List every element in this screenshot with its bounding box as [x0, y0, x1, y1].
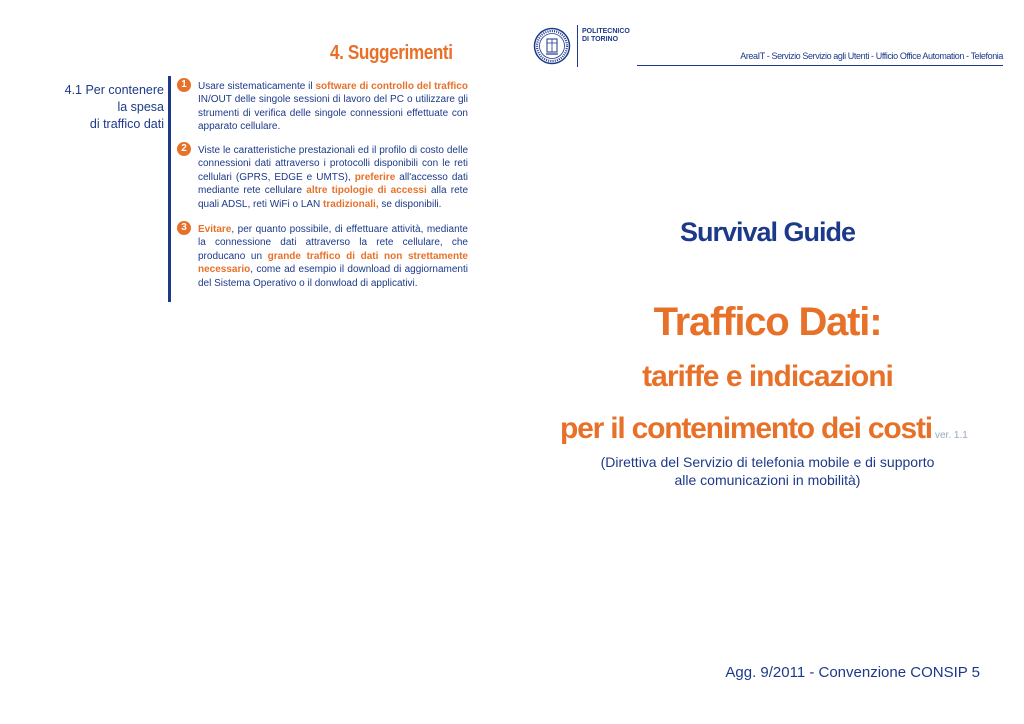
footer-update-note: Agg. 9/2011 - Convenzione CONSIP 5	[725, 664, 980, 681]
politecnico-seal-logo	[533, 27, 571, 65]
body-text: Viste le caratteristiche prestazionali ed il profilo di costo delle connessioni dati attraverso i protocolli disponibili con le reti cellulari (GPRS, EDGE e UMTS),	[198, 145, 468, 183]
directive-line: (Direttiva del Servizio di telefonia mobile e di supporto	[600, 454, 935, 470]
suggestion-item	[198, 144, 468, 211]
item-number-badge: 3	[177, 221, 191, 235]
subsection-heading	[40, 82, 164, 133]
highlighted-text: software di controllo del traffico	[315, 81, 468, 92]
highlighted-text: grande traffico di dati non strettamente necessario	[198, 250, 468, 276]
logo-divider	[577, 25, 578, 67]
body-text: , per quanto possibile, di effettuare attività, mediante la connessione dati attraverso la rete cellulare, che producano un	[198, 224, 468, 262]
main-title: Traffico Dati:	[653, 300, 882, 344]
body-text: , come ad esempio il download di aggiornamenti del Sistema Operativo o il donwload di applicativi.	[198, 264, 468, 289]
logo-text	[582, 28, 630, 44]
version-label: ver. 1.1	[935, 430, 968, 441]
subsection-line: la spesa	[117, 100, 164, 114]
directive-line: alle comunicazioni in mobilità)	[674, 472, 861, 488]
highlighted-text: altre tipologie di accessi	[306, 185, 427, 197]
section-title: 4. Suggerimenti	[330, 42, 453, 64]
subsection-line: di traffico dati	[89, 117, 164, 131]
highlighted-text: tradizionali,	[323, 198, 379, 210]
body-text: alla rete quali ADSL, reti WiFi o LAN	[198, 185, 469, 210]
item-number-badge: 1	[177, 78, 191, 92]
highlighted-text: preferire	[354, 171, 396, 183]
guide-title: Survival Guide	[679, 217, 856, 247]
directive-text	[585, 453, 950, 489]
body-text: Usare sistematicamente il	[198, 81, 316, 92]
highlighted-text: Evitare	[198, 224, 232, 235]
subtitle-line: tariffe e indicazioni	[642, 360, 893, 393]
logo-line: POLITECNICO	[582, 28, 630, 35]
suggestion-item	[198, 80, 468, 134]
body-text: all'accesso dati mediante rete cellulare	[198, 171, 468, 197]
item-number-badge: 2	[177, 142, 191, 156]
vertical-divider	[168, 76, 171, 302]
body-text: se disponibili.	[378, 198, 442, 210]
suggestion-item	[198, 223, 468, 290]
subsection-line: 4.1 Per contenere	[64, 83, 164, 97]
logo-line: DI TORINO	[582, 36, 619, 43]
subtitle-line: per il contenimento dei costi	[560, 412, 932, 445]
body-text: IN/OUT delle singole sessioni di lavoro del PC o utilizzare gli strumenti di verifica delle singole connessioni effettuate con apparato cellulare.	[198, 94, 468, 133]
header-department-info: AreaIT - Servizio Servizio agli Utenti - Ufficio Office Automation - Telefonia	[740, 51, 1003, 61]
header-rule	[637, 65, 1003, 66]
